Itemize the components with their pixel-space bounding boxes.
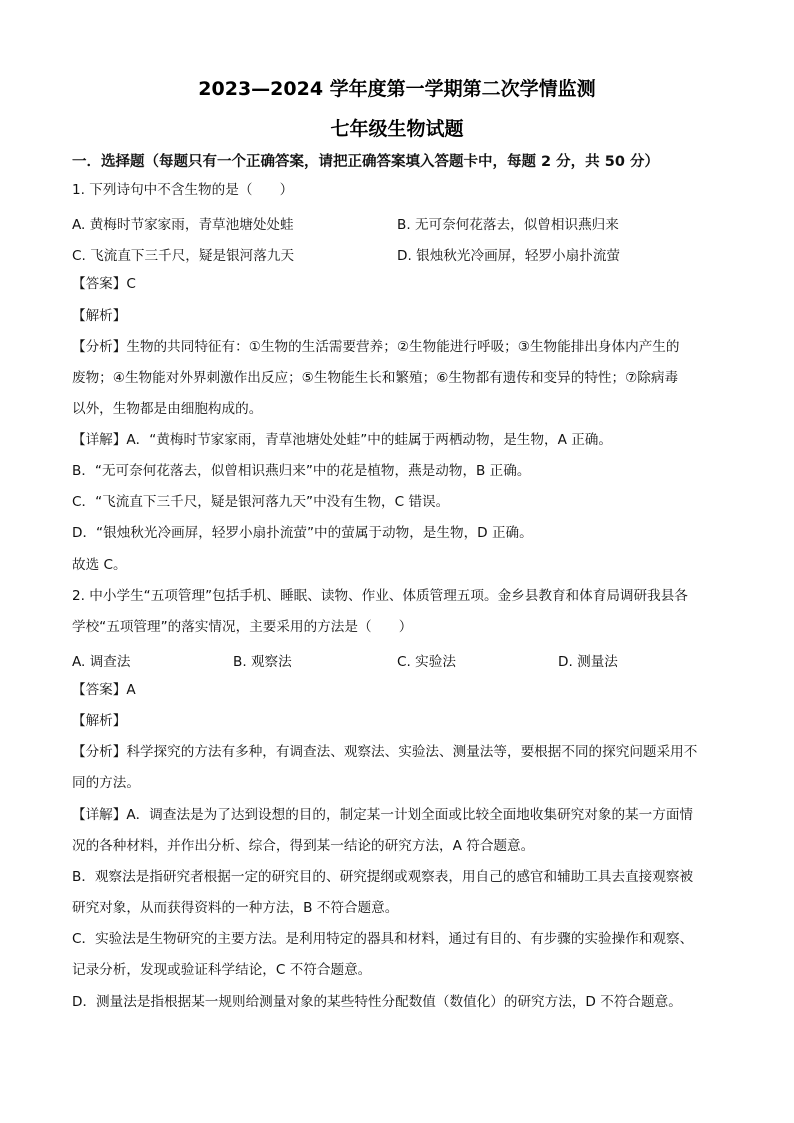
q1-analysis-line: 以外，生物都是由细胞构成的。 xyxy=(72,401,263,417)
q1-conclusion: 故选 C。 xyxy=(72,557,127,573)
exam-title: 2023—2024 学年度第一学期第二次学情监测 xyxy=(198,78,596,100)
q1-option-b: B. 无可奈何花落去，似曾相识燕归来 xyxy=(397,217,619,233)
q2-stem-line: 2. 中小学生“五项管理”包括手机、睡眠、读物、作业、体质管理五项。金乡县教育和体育局调研我县各 xyxy=(72,588,688,604)
q1-detail-line: C．“飞流直下三千尺，疑是银河落九天”中没有生物，C 错误。 xyxy=(72,494,450,510)
q2-option-a: A. 调查法 xyxy=(72,654,131,670)
q1-answer: 【答案】C xyxy=(72,276,136,292)
q1-option-a: A. 黄梅时节家家雨，青草池塘处处蛙 xyxy=(72,217,294,233)
q1-option-d: D. 银烛秋光冷画屏，轻罗小扇扑流萤 xyxy=(397,248,621,264)
q1-analysis-line: 【分析】生物的共同特征有：①生物的生活需要营养；②生物能进行呼吸；③生物能排出身体内产生的 xyxy=(72,339,680,355)
q2-detail-line: B．观察法是指研究者根据一定的研究目的、研究提纲或观察表，用自己的感官和辅助工具去直接观察被 xyxy=(72,869,694,885)
q2-detail-line: 况的各种材料，并作出分析、综合，得到某一结论的研究方法，A 符合题意。 xyxy=(72,838,535,854)
q2-analysis-line: 【分析】科学探究的方法有多种，有调查法、观察法、实验法、测量法等，要根据不同的探究问题采用不 xyxy=(72,744,698,760)
q2-jiexi-label: 【解析】 xyxy=(72,713,127,729)
q1-analysis-line: 废物；④生物能对外界刺激作出反应；⑤生物能生长和繁殖；⑥生物都有遗传和变异的特性；⑦除病毒 xyxy=(72,370,679,386)
q1-detail-line: B．“无可奈何花落去，似曾相识燕归来”中的花是植物，燕是动物，B 正确。 xyxy=(72,463,531,479)
q2-option-c: C. 实验法 xyxy=(397,654,456,670)
q2-stem-line: 学校“五项管理”的落实情况，主要采用的方法是（ ） xyxy=(72,619,413,635)
q1-detail-line: 【详解】A．“黄梅时节家家雨，青草池塘处处蛙”中的蛙属于两栖动物，是生物，A 正确。 xyxy=(72,432,612,448)
q2-detail-line: C．实验法是生物研究的主要方法。是利用特定的器具和材料，通过有目的、有步骤的实验操作和观察、 xyxy=(72,931,694,947)
q1-jiexi-label: 【解析】 xyxy=(72,308,127,324)
section-heading: 一．选择题（每题只有一个正确答案，请把正确答案填入答题卡中，每题 2 分，共 50 分） xyxy=(72,154,659,170)
q1-option-c: C. 飞流直下三千尺，疑是银河落九天 xyxy=(72,248,295,264)
q2-analysis-line: 同的方法。 xyxy=(72,775,140,791)
q2-detail-line: 研究对象，从而获得资料的一种方法，B 不符合题意。 xyxy=(72,900,399,916)
q1-detail-line: D．“银烛秋光冷画屏，轻罗小扇扑流萤”中的萤属于动物，是生物，D 正确。 xyxy=(72,525,533,541)
q1-stem: 1. 下列诗句中不含生物的是（ ） xyxy=(72,182,294,198)
q2-option-d: D. 测量法 xyxy=(558,654,618,670)
q2-detail-line: 记录分析，发现或验证科学结论，C 不符合题意。 xyxy=(72,962,372,978)
exam-subtitle: 七年级生物试题 xyxy=(330,118,464,140)
q2-detail-line: 【详解】A．调查法是为了达到设想的目的，制定某一计划全面或比较全面地收集研究对象的某一方面情 xyxy=(72,807,694,823)
q2-answer: 【答案】A xyxy=(72,682,136,698)
q2-detail-line: D．测量法是指根据某一规则给测量对象的某些特性分配数值（数值化）的研究方法，D 不符合题意。 xyxy=(72,994,682,1010)
q2-option-b: B. 观察法 xyxy=(233,654,292,670)
